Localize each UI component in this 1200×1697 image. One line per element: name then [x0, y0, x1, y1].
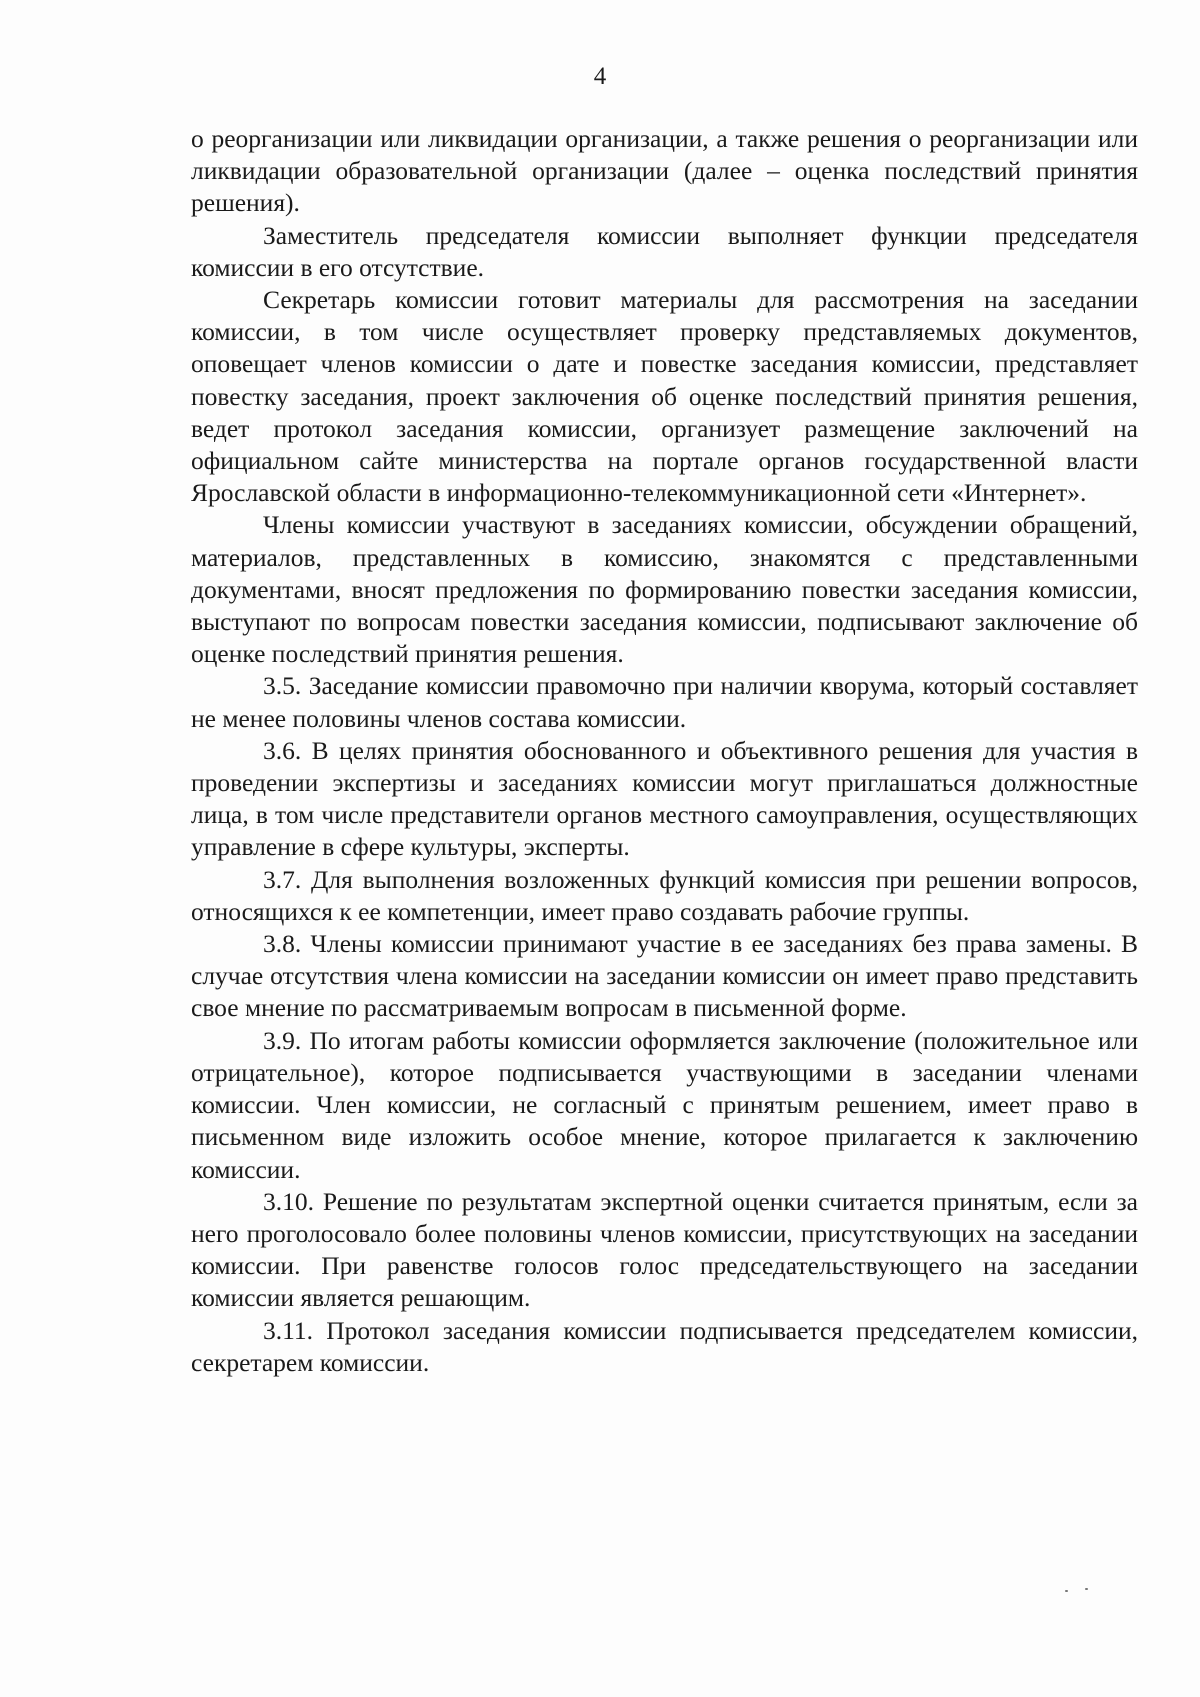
paragraph: 3.8. Члены комиссии принимают участие в ее заседаниях без права замены. В случае отсутствия члена комиссии на заседании комиссии он имеет право представить свое мнение по рассматриваемым вопросам в письменной форме.: [191, 929, 1138, 1023]
paragraph: 3.7. Для выполнения возложенных функций комиссия при решении вопросов, относящихся к ее компетенции, имеет право создавать рабочие группы.: [191, 864, 1138, 926]
page-number: 4: [593, 63, 607, 90]
paragraph: 3.5. Заседание комиссии правомочно при наличии кворума, который составляет не менее половины членов состава комиссии.: [191, 671, 1138, 733]
paragraph: 3.9. По итогам работы комиссии оформляется заключение (положительное или отрицательное), которое подписывается участвующими в заседании членами комиссии. Член комиссии, не согласный с принятым решением, имеет право в письменном виде изложить особое мнение, которое прилагается к заключению комиссии.: [191, 1025, 1138, 1184]
paragraph: Заместитель председателя комиссии выполняет функции председателя комиссии в его отсутствие.: [191, 220, 1138, 282]
paragraph: 3.10. Решение по результатам экспертной оценки считается принятым, если за него проголосовало более половины членов комиссии, присутствующих на заседании комиссии. При равенстве голосов голос председательствующего на заседании комиссии является решающим.: [191, 1186, 1138, 1313]
paragraph: 3.11. Протокол заседания комиссии подписывается председателем комиссии, секретарем комиссии.: [191, 1315, 1138, 1377]
scan-specks: [1065, 1588, 1125, 1598]
paragraph: Члены комиссии участвуют в заседаниях комиссии, обсуждении обращений, материалов, представленных в комиссию, знакомятся с представленными документами, вносят предложения по формированию повестки заседания комиссии, выступают по вопросам повестки заседания комиссии, подписывают заключение об оценке последствий принятия решения.: [191, 510, 1138, 669]
paragraph: о реорганизации или ликвидации организации, а также решения о реорганизации или ликвидации образовательной организации (далее – оценка последствий принятия решения).: [191, 124, 1138, 218]
paragraph: 3.6. В целях принятия обоснованного и объективного решения для участия в проведении экспертизы и заседаниях комиссии могут приглашаться должностные лица, в том числе представители органов местного самоуправления, осуществляющих управление в сфере культуры, эксперты.: [191, 735, 1138, 862]
paragraph: Секретарь комиссии готовит материалы для рассмотрения на заседании комиссии, в том числе осуществляет проверку представляемых документов, оповещает членов комиссии о дате и повестке заседания комиссии, представляет повестку заседания, проект заключения об оценке последствий принятия решения, ведет протокол заседания комиссии, организует размещение заключений на официальном сайте министерства на портале органов государственной власти Ярославской области в информационно-телекоммуникационной сети «Интернет».: [191, 285, 1138, 508]
document-body: [191, 123, 1138, 1379]
